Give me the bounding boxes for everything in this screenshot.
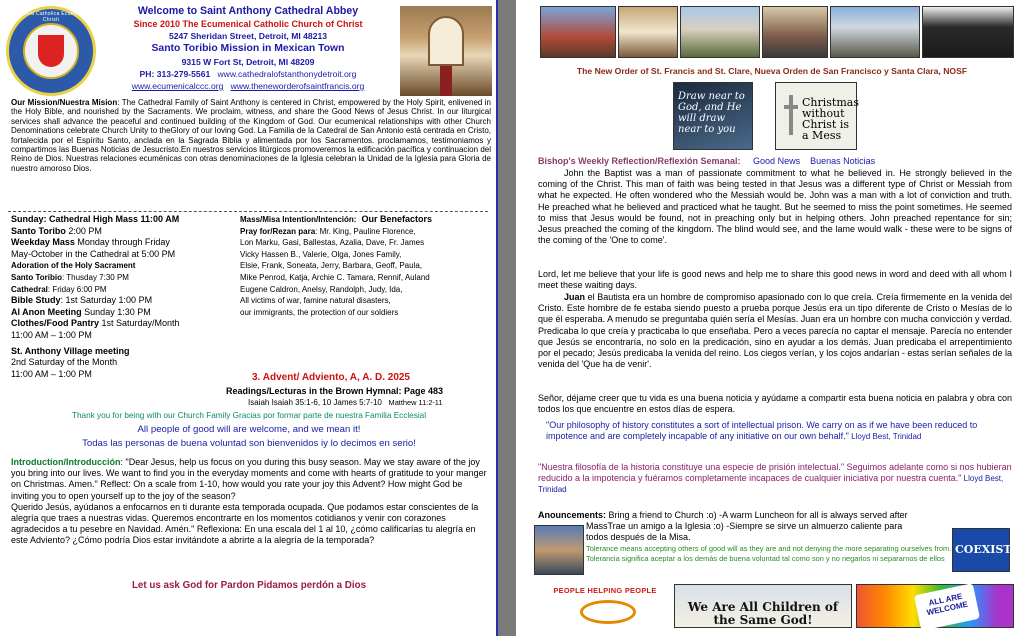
draw-near-poster: Draw near to God, and He will draw near to you bbox=[673, 82, 753, 150]
people-helping-people-banner: PEOPLE HELPING PEOPLE bbox=[540, 586, 670, 626]
mission-text: : The Cathedral Family of Saint Anthony is centered in Christ, empowered by the Holy Spirit, enlivened in the Holy Bible, and nourished by the Sacraments. We proclaim, witness, and share the Good News of Jesus Christ. In our liturgical services shall advance the peaceful and continued building of the Kingdom of God. Our ecumenical relationships with other Church Denominations celebrate Church Unity to theGlory of our loving God. La Familia de la Catedral de San Antonio está centrada en Cristo, fortalecida por el Espíritu Santo, anclada en la Sagrada Biblia y alimentada por los Sacramentos. proclamamos, testimoniamos y compartimos las Buenas Noticias de Jesucristo.En nuestros servicios litúrgicos promoveremos la edificación pacífica y continuacion del Reino de Dios. Nuestras relaciones ecuménicas con otras denominaciones de la Iglesia celebran la Unidad de la Iglesia para Gloria de nuestro amoroso Dios. bbox=[11, 98, 492, 173]
schedule-item: Clothes/Food Pantry 1st Saturday/Month bbox=[11, 318, 180, 329]
gospel-reading: Matthew 11:2-11 bbox=[388, 398, 443, 407]
benefactors-heading: Our Benefactors bbox=[361, 214, 432, 224]
schedule-item: Al Anon Meeting Sunday 1:30 PM bbox=[11, 306, 151, 317]
bulletin-right-page bbox=[516, 0, 1020, 636]
mission-label: Our Mission/Nuestra Mision bbox=[11, 98, 118, 107]
schedule-item: May-October in the Cathedral at 5:00 PM bbox=[11, 248, 176, 259]
header-website-3[interactable]: www.theneworderofsaintfrancis.org bbox=[230, 81, 365, 91]
photo-strip bbox=[540, 4, 1016, 60]
header-since: Since 2010 The Ecumenical Catholic Church of Christ bbox=[133, 19, 363, 29]
schedule-village: St. Anthony Village meeting bbox=[11, 345, 130, 356]
quote-author: Lloyd Best, Trinidad bbox=[538, 474, 1004, 495]
announcements-label: Anouncements: bbox=[538, 510, 607, 520]
schedule-item: 2nd Saturday of the Month bbox=[11, 357, 118, 368]
schedule-item: Cathedral: Friday 6:00 PM bbox=[11, 284, 107, 294]
church-exterior-photo bbox=[540, 6, 616, 58]
bulletin-left-page bbox=[0, 0, 498, 636]
header-block bbox=[96, 5, 400, 92]
mission-paragraph bbox=[11, 98, 491, 173]
church-building-photo bbox=[830, 6, 920, 58]
christmas-poster: Christmas without Christ is a Mess bbox=[775, 82, 857, 150]
prayer-spanish: Señor, déjame creer que tu vida es una buena noticia y ayúdame a compartir esta buena noticia en palabra y obra con todos los que encuentre en estos días de espera. bbox=[538, 393, 1012, 415]
schedule-sunday: Sunday: Cathedral High Mass 11:00 AM bbox=[11, 214, 180, 224]
people-photo bbox=[534, 525, 584, 575]
schedule-item: Santo Toribo 2:00 PM bbox=[11, 225, 102, 236]
seal-lettering: Ecclesia Catholica Ecumenica Christi bbox=[13, 11, 89, 23]
introduction-english: : "Dear Jesus, help us focus on you during this busy season. May we stay aware of the joy you bring into our lives. We want to find you in the everyday moments and come with hearts of gratitude to your manger on Christmas. Amen." Reflect: On a scale from 1-10, how would you rate your joy this Advent? How might God be inviting you to open yourself up to the joy of the season? bbox=[11, 457, 487, 501]
buenas-noticias-label: Buenas Noticias bbox=[810, 156, 876, 166]
clergy-photo bbox=[762, 6, 828, 58]
reflection-english: John the Baptist was a man of passionate commitment to what he believed in. He strongly believed in the coming of the Christ. This man of faith was being tested in that Jesus was a different type of Christ or Messiah from what he expected. He often wondered who the Messiah would be. John was a man with a lot of conviction and truth. He preached what he believed and practiced what he taught. But he seemed to miss the point sometimes. He seemed to miss that Jesus would be found, not in preaching only but in helping others. John preached repentance for sin; Jesus preached the coming of the kingdom. The blind would see, and the lame would walk - these were to be signs of the coming of the 'One to come'. bbox=[538, 168, 1012, 246]
schedule-item: 11:00 AM – 1:00 PM bbox=[11, 329, 92, 340]
intention-line: Lon Marku, Gasi, Ballestas, Azalia, Dave, Fr. James bbox=[240, 238, 425, 248]
header-mission: Santo Toribio Mission in Mexican Town bbox=[151, 43, 345, 54]
tolerance-text: Tolerance means accepting others of good will as they are and not denying the more separating ourselves from. Tolerancia significa aceptar a los demás de buena voluntad tal como son y no negarlos ni separarnos de ellos bbox=[586, 544, 952, 563]
intention-line: Mike Penrod, Katja, Archie C. Tamara, Rennif, Auland bbox=[240, 272, 430, 282]
introduction-block bbox=[11, 457, 491, 547]
intention-line: our immigrants, the protection of our soldiers bbox=[240, 307, 399, 317]
quote-spanish: "Nuestra filosofía de la historia constituye una especie de prisión intelectual." Seguimos adelante como si nos hubieran reducido a la impotencia y fuéramos completamente incapaces de cualquier iniciativa por nuestra cuenta." Lloyd Best, Trinidad bbox=[538, 462, 1012, 495]
cross-icon bbox=[784, 95, 798, 135]
monk-photo bbox=[922, 6, 1014, 58]
congregation-photo bbox=[680, 6, 760, 58]
advent-title: 3. Advent/ Adviento, A, A. D. 2025 bbox=[252, 372, 410, 383]
header-address-1: 5247 Sheridan Street, Detroit, MI 48213 bbox=[168, 31, 328, 41]
reflection-spanish: Juan el Bautista era un hombre de compromiso apasionado con lo que creía. Creía firmemente en la venida del Cristo. Este hombre de fe estaba siendo puesto a prueba porque Jesús era un tipo diferente de Cristo o Mesías de lo que él esperaba. A menudo se preguntaba quién sería el Mesías. Juan era un hombre con mucha convicción y verdad. Predicaba lo que creía y practicaba lo que enseñaba. Pero a veces parecía no captar el mensaje. Parecía no entender que Jesús se encontraría, no solo en la predicación, sino en ayudar a los demás. Juan predicaba el arrepentimiento por el pecado; Jesús predicaba la venida del reino. Los ciegos verían, y los cojos andarían - estas serían señales de la venida del 'Que ha de venir'. bbox=[538, 292, 1012, 370]
good-news-label: Good News bbox=[753, 156, 801, 166]
intention-line: Eugene Caldron, Anelsy, Randolph, Judy, Ida, bbox=[240, 284, 403, 294]
announcements-text: Bring a friend to Church :o) -A warm Luncheon for all is always served after bbox=[606, 510, 908, 520]
schedule-column bbox=[11, 214, 237, 380]
header-website-2[interactable]: www.ecumenicalccc.org bbox=[131, 81, 224, 91]
quote-english: "Our philosophy of history constitutes a sort of intellectual prison. We carry on as if we have been reduced to impotence and are completely incapable of any initiative on our own behalf." Lloyd Best, Trinidad bbox=[546, 420, 978, 442]
thanks-line: Thank you for being with our Church Family Gracias por formar parte de nuestra Familia Ecclesial bbox=[71, 411, 427, 420]
header-address-2: 9315 W Fort St, Detroit, MI 48209 bbox=[181, 57, 315, 67]
intention-line: Elsie, Frank, Soneata, Jerry, Barbara, Geoff, Paula, bbox=[240, 261, 423, 271]
quote-author: Lloyd Best, Trinidad bbox=[848, 432, 922, 442]
schedule-item: Santo Toribio: Thusday 7:30 PM bbox=[11, 272, 129, 282]
order-title: The New Order of St. Francis and St. Clare, Nueva Orden de San Francisco y Santa Clara, NOSF bbox=[576, 66, 968, 76]
intention-line: Vicky Hassen B., Valerie, Olga, Jones Family, bbox=[240, 249, 402, 259]
children-of-god-banner: We Are All Children of the Same God! bbox=[674, 584, 852, 628]
coexist-logo: COEXIST bbox=[952, 528, 1010, 572]
schedule-item: 11:00 AM – 1:00 PM bbox=[11, 368, 92, 379]
reflection-heading: Bishop's Weekly Reflection/Reflexión Semanal: bbox=[538, 156, 741, 166]
header-phone: PH: 313-279-5561 bbox=[139, 69, 211, 79]
readings-title: Readings/Lecturas in the Brown Hymnal: Page 483 bbox=[226, 386, 444, 396]
intentions-column: Mass/Misa Intention/Intención: Our Benefactors Pray for/Rezan para: Mr. King, Pauline Florence, Lon Marku, Gasi, Ballestas, Azalia, Dave, Fr. James Vicky Hassen B., Valerie, Olga, Jones Family, Elsie, Frank, Soneata, Jerry, Barbara, Geoff, Paula, Mike Penrod, Katja, Archie C. Tamara, Rennif, Auland Eugene Caldron, Anelsy, Randolph, Judy, Ida, All victims of war, famine natural disasters, our immigrants, the protection of our soldiers bbox=[240, 214, 490, 318]
divider bbox=[8, 211, 488, 212]
schedule-adoration: Adoration of the Holy Sacrament bbox=[11, 261, 136, 271]
all-are-welcome-banner: ALL ARE WELCOME bbox=[856, 584, 1014, 628]
prayer-english: Lord, let me believe that your life is good news and help me to share this good news in word and deed with all whom I meet these waiting days. bbox=[538, 269, 1012, 291]
church-seal-logo bbox=[6, 6, 96, 96]
introduction-spanish: Querido Jesús, ayúdanos a enfocarnos en ti durante esta temporada ocupada. Que podamos estar conscientes de la alegría que traes a nuestras vidas. Queremos encontrarte en los momentos cotidianos y venir con corazones agradecidos a tu pesebre en Navidad. Amén." Reflexiona: En una escala del 1 al 10, ¿cómo calificarías tu alegría en este Adviento? ¿Cómo podría Dios estar invitándote a abrirte a la alegría de la temporada? bbox=[11, 501, 479, 546]
welcome-spanish: Todas las personas de buena voluntad son bienvenidos iy lo decimos en serio! bbox=[82, 438, 416, 449]
cathedral-interior-photo bbox=[400, 6, 492, 96]
schedule-item: Weekday Mass Monday through Friday bbox=[11, 237, 170, 248]
pray-label: Pray for/Rezan para bbox=[240, 226, 316, 236]
intention-line: All victims of war, famine natural disasters, bbox=[240, 296, 391, 306]
intentions-heading: Mass/Misa Intention/Intención: bbox=[240, 215, 357, 224]
shield-icon bbox=[38, 35, 64, 67]
announcements-block bbox=[538, 510, 1012, 521]
readings-list: Isaiah Isaiah 35:1-6, 10 James 5:7-10 bbox=[248, 398, 382, 407]
announcements-spanish: MassTrae un amigo a la Iglesia :o) -Siempre se sirve un almuerzo caliente para todos después de la Misa. bbox=[586, 521, 903, 542]
altar-photo bbox=[618, 6, 678, 58]
pardon-line: Let us ask God for Pardon Pidamos perdón a Dios bbox=[131, 580, 367, 591]
circle-icon bbox=[580, 600, 636, 624]
header-website-1[interactable]: www.cathedralofstanthonydetroit.org bbox=[217, 69, 357, 79]
introduction-label: Introduction/Introducción bbox=[11, 457, 121, 467]
header-title: Welcome to Saint Anthony Cathedral Abbey bbox=[137, 5, 359, 17]
schedule-item: Bible Study: 1st Saturday 1:00 PM bbox=[11, 295, 153, 306]
welcome-english: All people of good will are welcome, and we mean it! bbox=[137, 424, 361, 435]
